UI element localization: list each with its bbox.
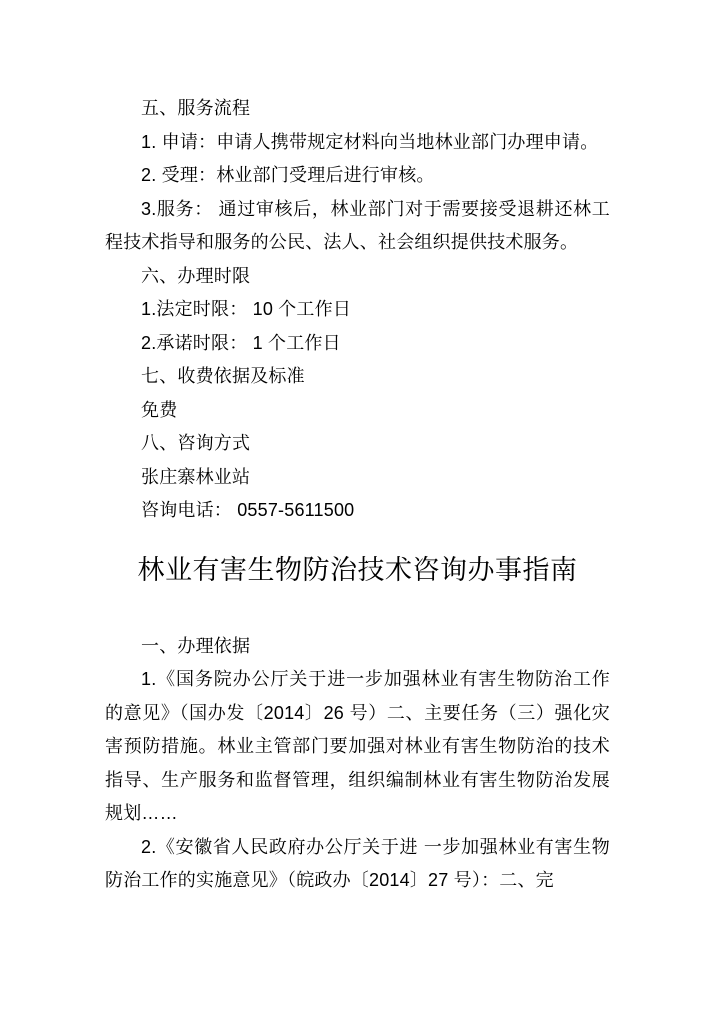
paragraph-apply-step: 1. 申请：申请人携带规定材料向当地林业部门办理申请。 bbox=[141, 131, 599, 152]
paragraph-service-step: 3.服务： 通过审核后，林业部门对于需要接受退耕还林工程技术指导和服务的公民、法人、社会组织提供技术服务。 bbox=[105, 198, 610, 252]
section-heading-consultation-method: 八、咨询方式 bbox=[141, 433, 251, 453]
paragraph-basis-state-council: 1.《国务院办公厅关于进一步加强林业有害生物防治工作的意见》（国办发〔2014〕26 号）二、主要任务（三）强化灾害预防措施。林业主管部门要加强对林业有害生物防治的技术指导、生产服务和监督管理，组织编制林业有害生物防治发展规划…… bbox=[105, 669, 610, 823]
paragraph-free-of-charge: 免费 bbox=[141, 399, 178, 420]
paragraph-basis-anhui-province: 2.《安徽省人民政府办公厅关于进 一步加强林业有害生物防治工作的实施意见》（皖政办〔2014〕27 号）：二、完 bbox=[105, 836, 610, 890]
section-heading-fee-basis: 七、收费依据及标准 bbox=[141, 366, 305, 386]
document-title: 林业有害生物防治技术咨询办事指南 bbox=[137, 554, 578, 585]
paragraph-forestry-station-name: 张庄寨林业站 bbox=[141, 466, 251, 487]
paragraph-accept-step: 2. 受理：林业部门受理后进行审核。 bbox=[141, 165, 435, 185]
section-heading-time-limit: 六、办理时限 bbox=[141, 265, 251, 286]
paragraph-consultation-phone: 咨询电话： 0557-5611500 bbox=[141, 500, 355, 520]
section-heading-service-process: 五、服务流程 bbox=[141, 98, 251, 118]
paragraph-legal-time-limit: 1.法定时限： 10 个工作日 bbox=[141, 299, 352, 319]
section-heading-handling-basis: 一、办理依据 bbox=[141, 635, 251, 656]
paragraph-promised-time-limit: 2.承诺时限： 1 个工作日 bbox=[141, 332, 341, 353]
